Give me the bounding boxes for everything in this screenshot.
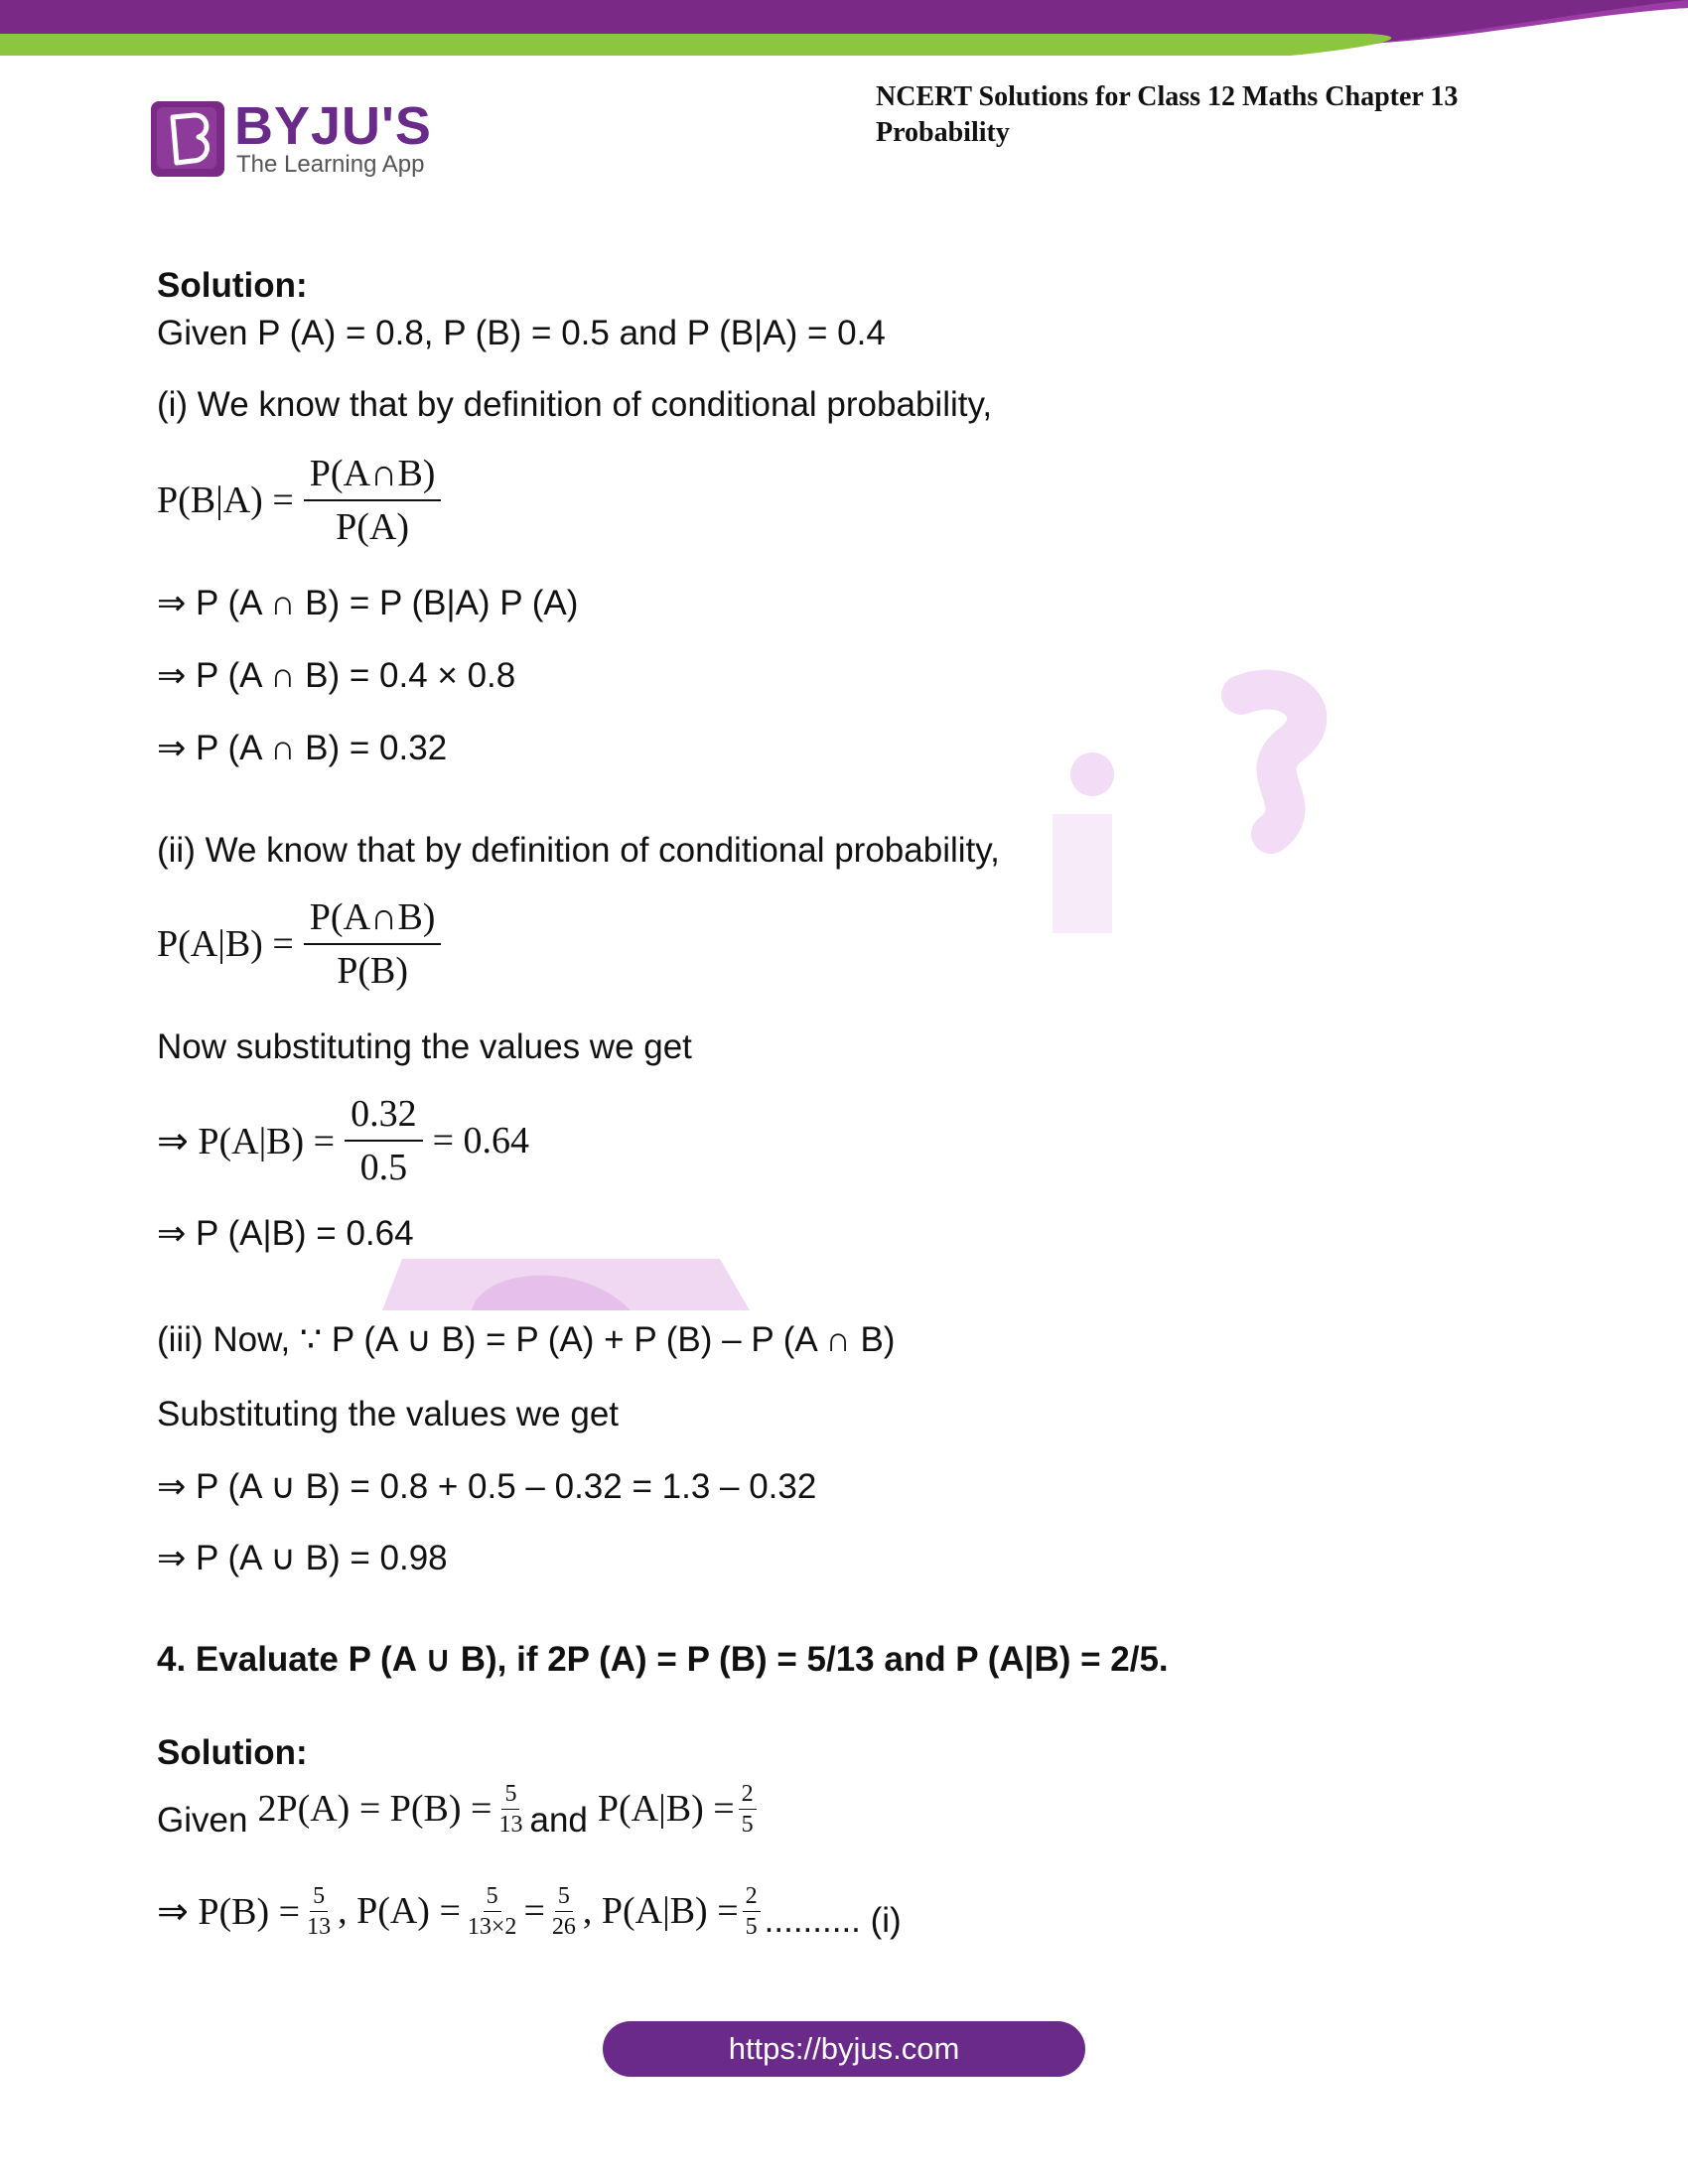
eq4-f4-denominator: 5	[745, 1913, 758, 1940]
eq4-f4-numerator: 2	[743, 1883, 761, 1912]
eq4-f1-numerator: 5	[310, 1883, 328, 1912]
byjus-logo-mark-icon	[149, 99, 226, 179]
eq4-fraction-4	[743, 1883, 761, 1940]
byjus-logo	[147, 95, 445, 185]
eq4-f3-numerator: 5	[555, 1883, 573, 1912]
given2-fraction-1	[495, 1781, 525, 1838]
document-header-title	[876, 79, 1571, 151]
logo-wordmark: BYJU'S	[234, 96, 432, 156]
eq4-part-c: =	[523, 1890, 545, 1932]
eq3-numerator: 0.32	[345, 1092, 423, 1142]
eq4-f2-denominator: 13×2	[467, 1913, 517, 1940]
eq3-rhs: = 0.64	[432, 1120, 530, 1161]
eq4-part-b: , P(A) =	[338, 1890, 461, 1932]
step-i-1: ⇒ P (A ∩ B) = P (B|A) P (A)	[157, 584, 579, 622]
eq3-lhs: ⇒ P(A|B) =	[157, 1120, 336, 1162]
eq4-part-d: , P(A|B) =	[582, 1890, 739, 1932]
eq3-denominator: 0.5	[359, 1147, 408, 1188]
given2-expr: 2P(A) = P(B) =	[257, 1788, 492, 1830]
step-i-3: ⇒ P (A ∩ B) = 0.32	[157, 729, 448, 767]
eq2-lhs: P(A|B) =	[157, 923, 294, 965]
part-iii-intro: (iii) Now, ∵ P (A ∪ B) = P (A) + P (B) – P (A ∩ B)	[157, 1320, 896, 1359]
header-title-line-1: NCERT Solutions for Class 12 Maths Chapter 13	[876, 81, 1459, 112]
eq2-fraction	[304, 895, 442, 993]
given2-f2-numerator: 2	[739, 1781, 757, 1810]
eq4-fraction-3	[549, 1883, 579, 1940]
byjus-watermark-icon	[993, 655, 1350, 1052]
eq2-numerator: P(A∩B)	[304, 895, 442, 945]
given2-f1-numerator: 5	[501, 1781, 519, 1810]
question-4: 4. Evaluate P (A ∪ B), if 2P (A) = P (B) = 5/13 and P (A|B) = 2/5.	[157, 1640, 1169, 1679]
footer-url-link[interactable]: https://byjus.com	[603, 2021, 1085, 2077]
conditional-probability-formula-2	[157, 895, 451, 993]
given2-fraction-2	[739, 1781, 757, 1838]
eq4-f3-denominator: 26	[551, 1913, 576, 1940]
solution-heading-1: Solution:	[157, 266, 308, 305]
substitution-equation-ii	[157, 1092, 529, 1189]
step-iii-1: ⇒ P (A ∪ B) = 0.8 + 0.5 – 0.32 = 1.3 – 0.32	[157, 1467, 817, 1506]
substituting-text-ii: Now substituting the values we get	[157, 1027, 692, 1066]
eq4-tail: .......... (i)	[764, 1901, 902, 1940]
given2-and: and	[529, 1801, 588, 1840]
solution-heading-2: Solution:	[157, 1733, 308, 1772]
given2-expr2: P(A|B) =	[597, 1788, 735, 1830]
logo-tagline: The Learning App	[236, 151, 425, 178]
given-statement-2	[157, 1777, 761, 1841]
given-statement-1: Given P (A) = 0.8, P (B) = 0.5 and P (B|A) = 0.4	[157, 314, 886, 352]
part-i-intro: (i) We know that by definition of conditional probability,	[157, 385, 993, 424]
header-title-line-2: Probability	[876, 117, 1010, 148]
eq4-f1-denominator: 13	[307, 1913, 332, 1940]
eq1-numerator: P(A∩B)	[304, 452, 442, 501]
substituting-text-iii: Substituting the values we get	[157, 1395, 620, 1433]
eq1-denominator: P(A)	[336, 506, 410, 548]
part-ii-intro: (ii) We know that by definition of conditional probability,	[157, 831, 1000, 870]
eq4-part-a: ⇒ P(B) =	[157, 1890, 301, 1933]
eq4-fraction-1	[304, 1883, 334, 1940]
eq4-f2-numerator: 5	[484, 1883, 501, 1912]
eq3-fraction	[345, 1092, 423, 1189]
given2-f1-denominator: 13	[498, 1811, 523, 1838]
watermark-band	[382, 1259, 799, 1310]
eq2-denominator: P(B)	[337, 950, 409, 992]
eq1-lhs: P(B|A) =	[157, 479, 294, 521]
given2-f2-denominator: 5	[741, 1811, 754, 1838]
top-banner	[0, 0, 1688, 60]
eq4-fraction-2	[465, 1883, 520, 1940]
derived-probabilities-equation	[157, 1881, 902, 1941]
step-iii-2: ⇒ P (A ∪ B) = 0.98	[157, 1539, 448, 1577]
conditional-probability-formula-1	[157, 452, 451, 549]
eq1-fraction	[304, 452, 442, 549]
step-i-2: ⇒ P (A ∩ B) = 0.4 × 0.8	[157, 656, 516, 695]
step-ii-final: ⇒ P (A|B) = 0.64	[157, 1214, 414, 1253]
given2-word: Given	[157, 1801, 248, 1840]
